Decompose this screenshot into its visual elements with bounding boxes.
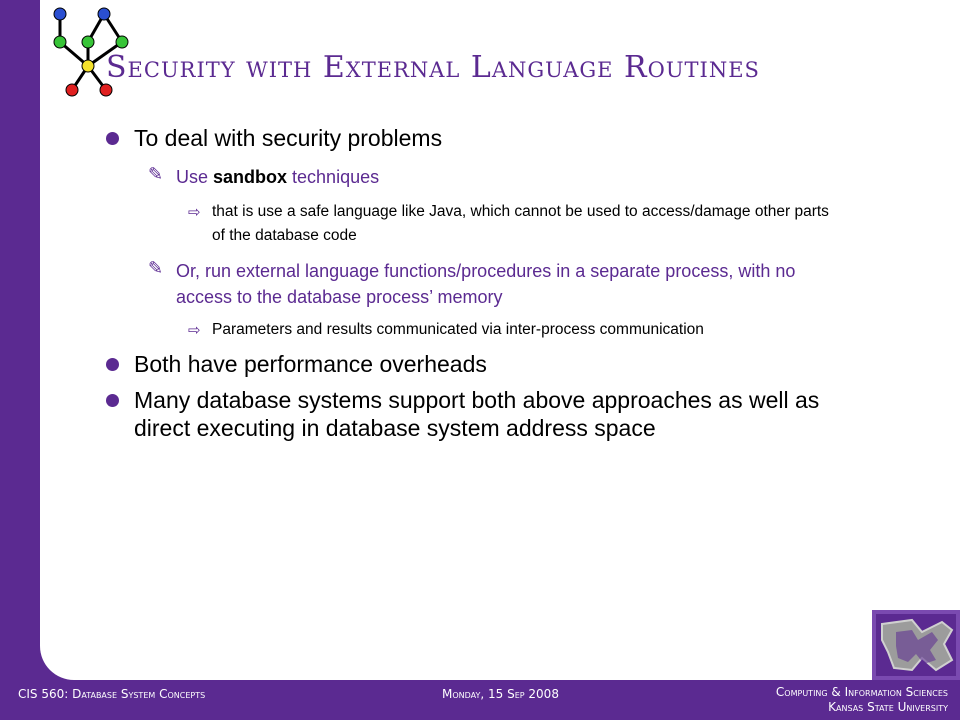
bullet-text: Many database systems support both above approaches as well as direct executing in database system address space [134,387,820,441]
slide-title: Security with External Language Routines [106,50,760,85]
bullet-text: To deal with security problems [134,125,443,151]
slide-content [0,124,960,442]
pen-marker-icon: ✎ [148,164,164,185]
footer-department: Computing & Information Sciences [775,685,948,699]
arrow-marker-icon: ⇨ [188,321,201,339]
bullet-item [134,124,854,152]
detail-item [188,318,832,342]
footer-course: CIS 560: Database System Concepts [18,687,206,701]
footer [0,680,960,720]
bullet-text: Both have performance overheads [134,351,487,377]
detail-text: Parameters and results communicated via inter-process communication [212,321,704,338]
detail-text: that is use a safe language like Java, which cannot be used to access/damage other parts of the database code [212,203,829,244]
sub-bullet-text: Or, run external language functions/procedures in a separate process, with no access to the database process’ memory [176,261,796,307]
detail-item [188,200,832,248]
sub-bullet-suffix: techniques [287,167,380,187]
sub-bullet-item [148,164,856,190]
sub-bullet-prefix: Use [176,167,214,187]
pen-marker-icon: ✎ [148,258,164,279]
bullet-dot-icon [106,132,119,145]
bullet-dot-icon [106,394,119,407]
footer-university: Kansas State University [828,700,948,714]
bullet-item [134,386,854,442]
sub-bullet-item [148,258,856,310]
bullet-item [134,350,854,378]
wildcat-logo-icon [872,610,960,680]
sub-bullet-bold: sandbox [213,167,288,187]
bullet-dot-icon [106,358,119,371]
footer-date: Monday, 15 Sep 2008 [442,687,559,701]
arrow-marker-icon: ⇨ [188,203,201,221]
